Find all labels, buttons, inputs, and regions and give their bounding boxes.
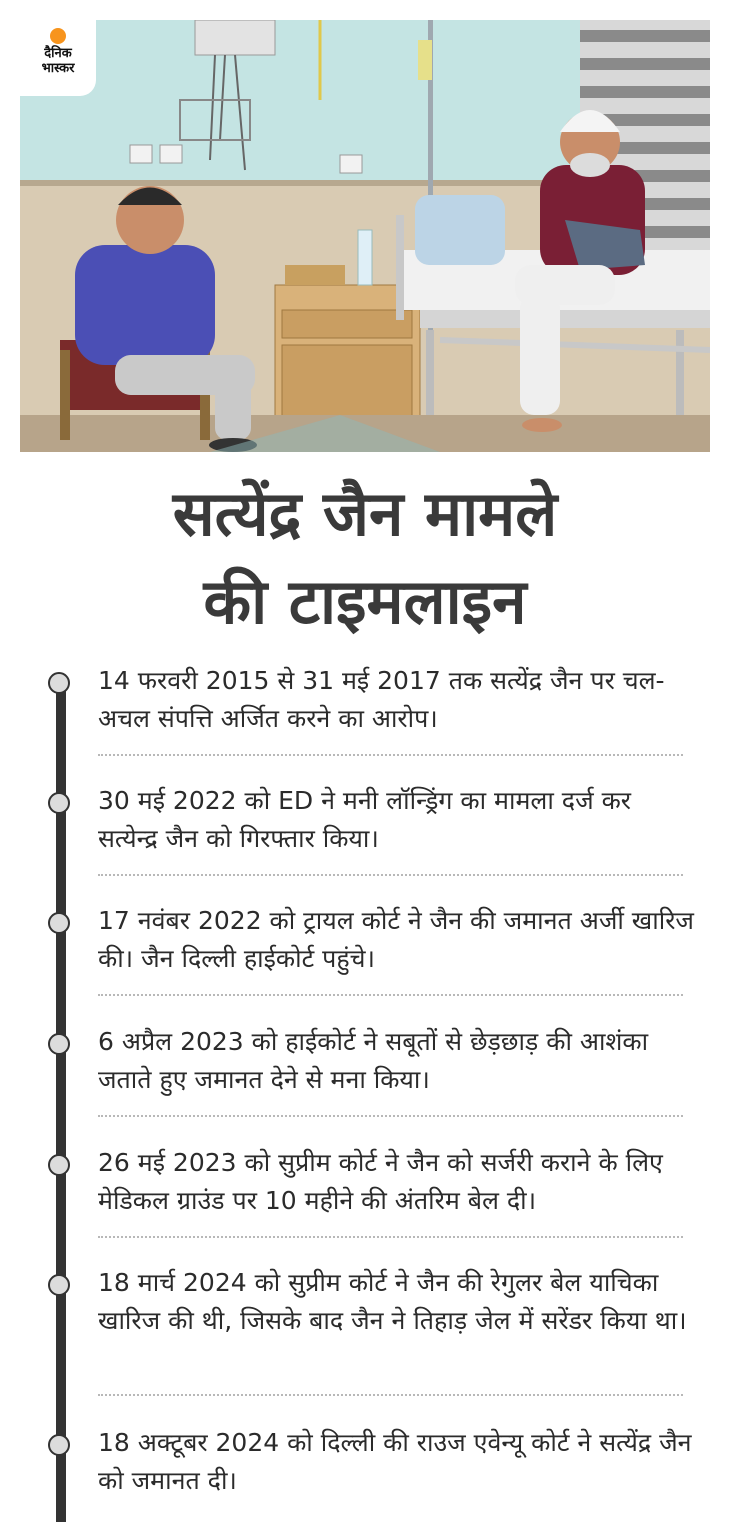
timeline: [0, 658, 730, 1519]
title-line-1: सत्येंद्र जैन मामले: [172, 477, 558, 550]
logo-line-1: दैनिक: [44, 46, 72, 61]
hospital-photo: [20, 20, 710, 452]
timeline-dot: [48, 672, 70, 694]
timeline-separator: [98, 1394, 683, 1396]
dainik-bhaskar-logo: [20, 20, 96, 96]
timeline-dot: [48, 1033, 70, 1055]
timeline-text: 26 मई 2023 को सुप्रीम कोर्ट ने जैन को सर्जरी कराने के लिए मेडिकल ग्राउंड पर 10 महीने की अंतरिम बेल दी।: [98, 1148, 663, 1215]
timeline-text: 18 अक्टूबर 2024 को दिल्ली की राउज एवेन्यू कोर्ट ने सत्येंद्र जैन को जमानत दी।: [98, 1428, 692, 1495]
timeline-dot: [48, 912, 70, 934]
timeline-dot: [48, 1274, 70, 1296]
timeline-separator: [98, 754, 683, 756]
timeline-dot: [48, 792, 70, 814]
sun-icon: [50, 28, 66, 44]
timeline-dot: [48, 1154, 70, 1176]
hospital-scene-illustration: [20, 20, 710, 452]
timeline-separator: [98, 874, 683, 876]
timeline-text: 6 अप्रैल 2023 को हाईकोर्ट ने सबूतों से छेड़छाड़ की आशंका जताते हुए जमानत देने से मना किया।: [98, 1027, 649, 1094]
logo-line-2: भास्कर: [41, 61, 75, 76]
timeline-separator: [98, 1115, 683, 1117]
timeline-text: 17 नवंबर 2022 को ट्रायल कोर्ट ने जैन की जमानत अर्जी खारिज की। जैन दिल्ली हाईकोर्ट पहुंचे।: [98, 906, 694, 973]
timeline-text: 30 मई 2022 को ED ने मनी लॉन्ड्रिंग का मामला दर्ज कर सत्येन्द्र जैन को गिरफ्तार किया।: [98, 786, 631, 853]
timeline-dot: [48, 1434, 70, 1456]
timeline-text: 14 फरवरी 2015 से 31 मई 2017 तक सत्येंद्र जैन पर चल-अचल संपत्ति अर्जित करने का आरोप।: [98, 666, 665, 733]
page-title: [0, 470, 730, 646]
timeline-separator: [98, 1236, 683, 1238]
title-line-2: की टाइमलाइन: [203, 565, 527, 638]
timeline-text: 18 मार्च 2024 को सुप्रीम कोर्ट ने जैन की रेगुलर बेल याचिका खारिज की थी, जिसके बाद जैन ने तिहाड़ जेल में सरेंडर किया था।: [98, 1268, 687, 1335]
timeline-separator: [98, 994, 683, 996]
